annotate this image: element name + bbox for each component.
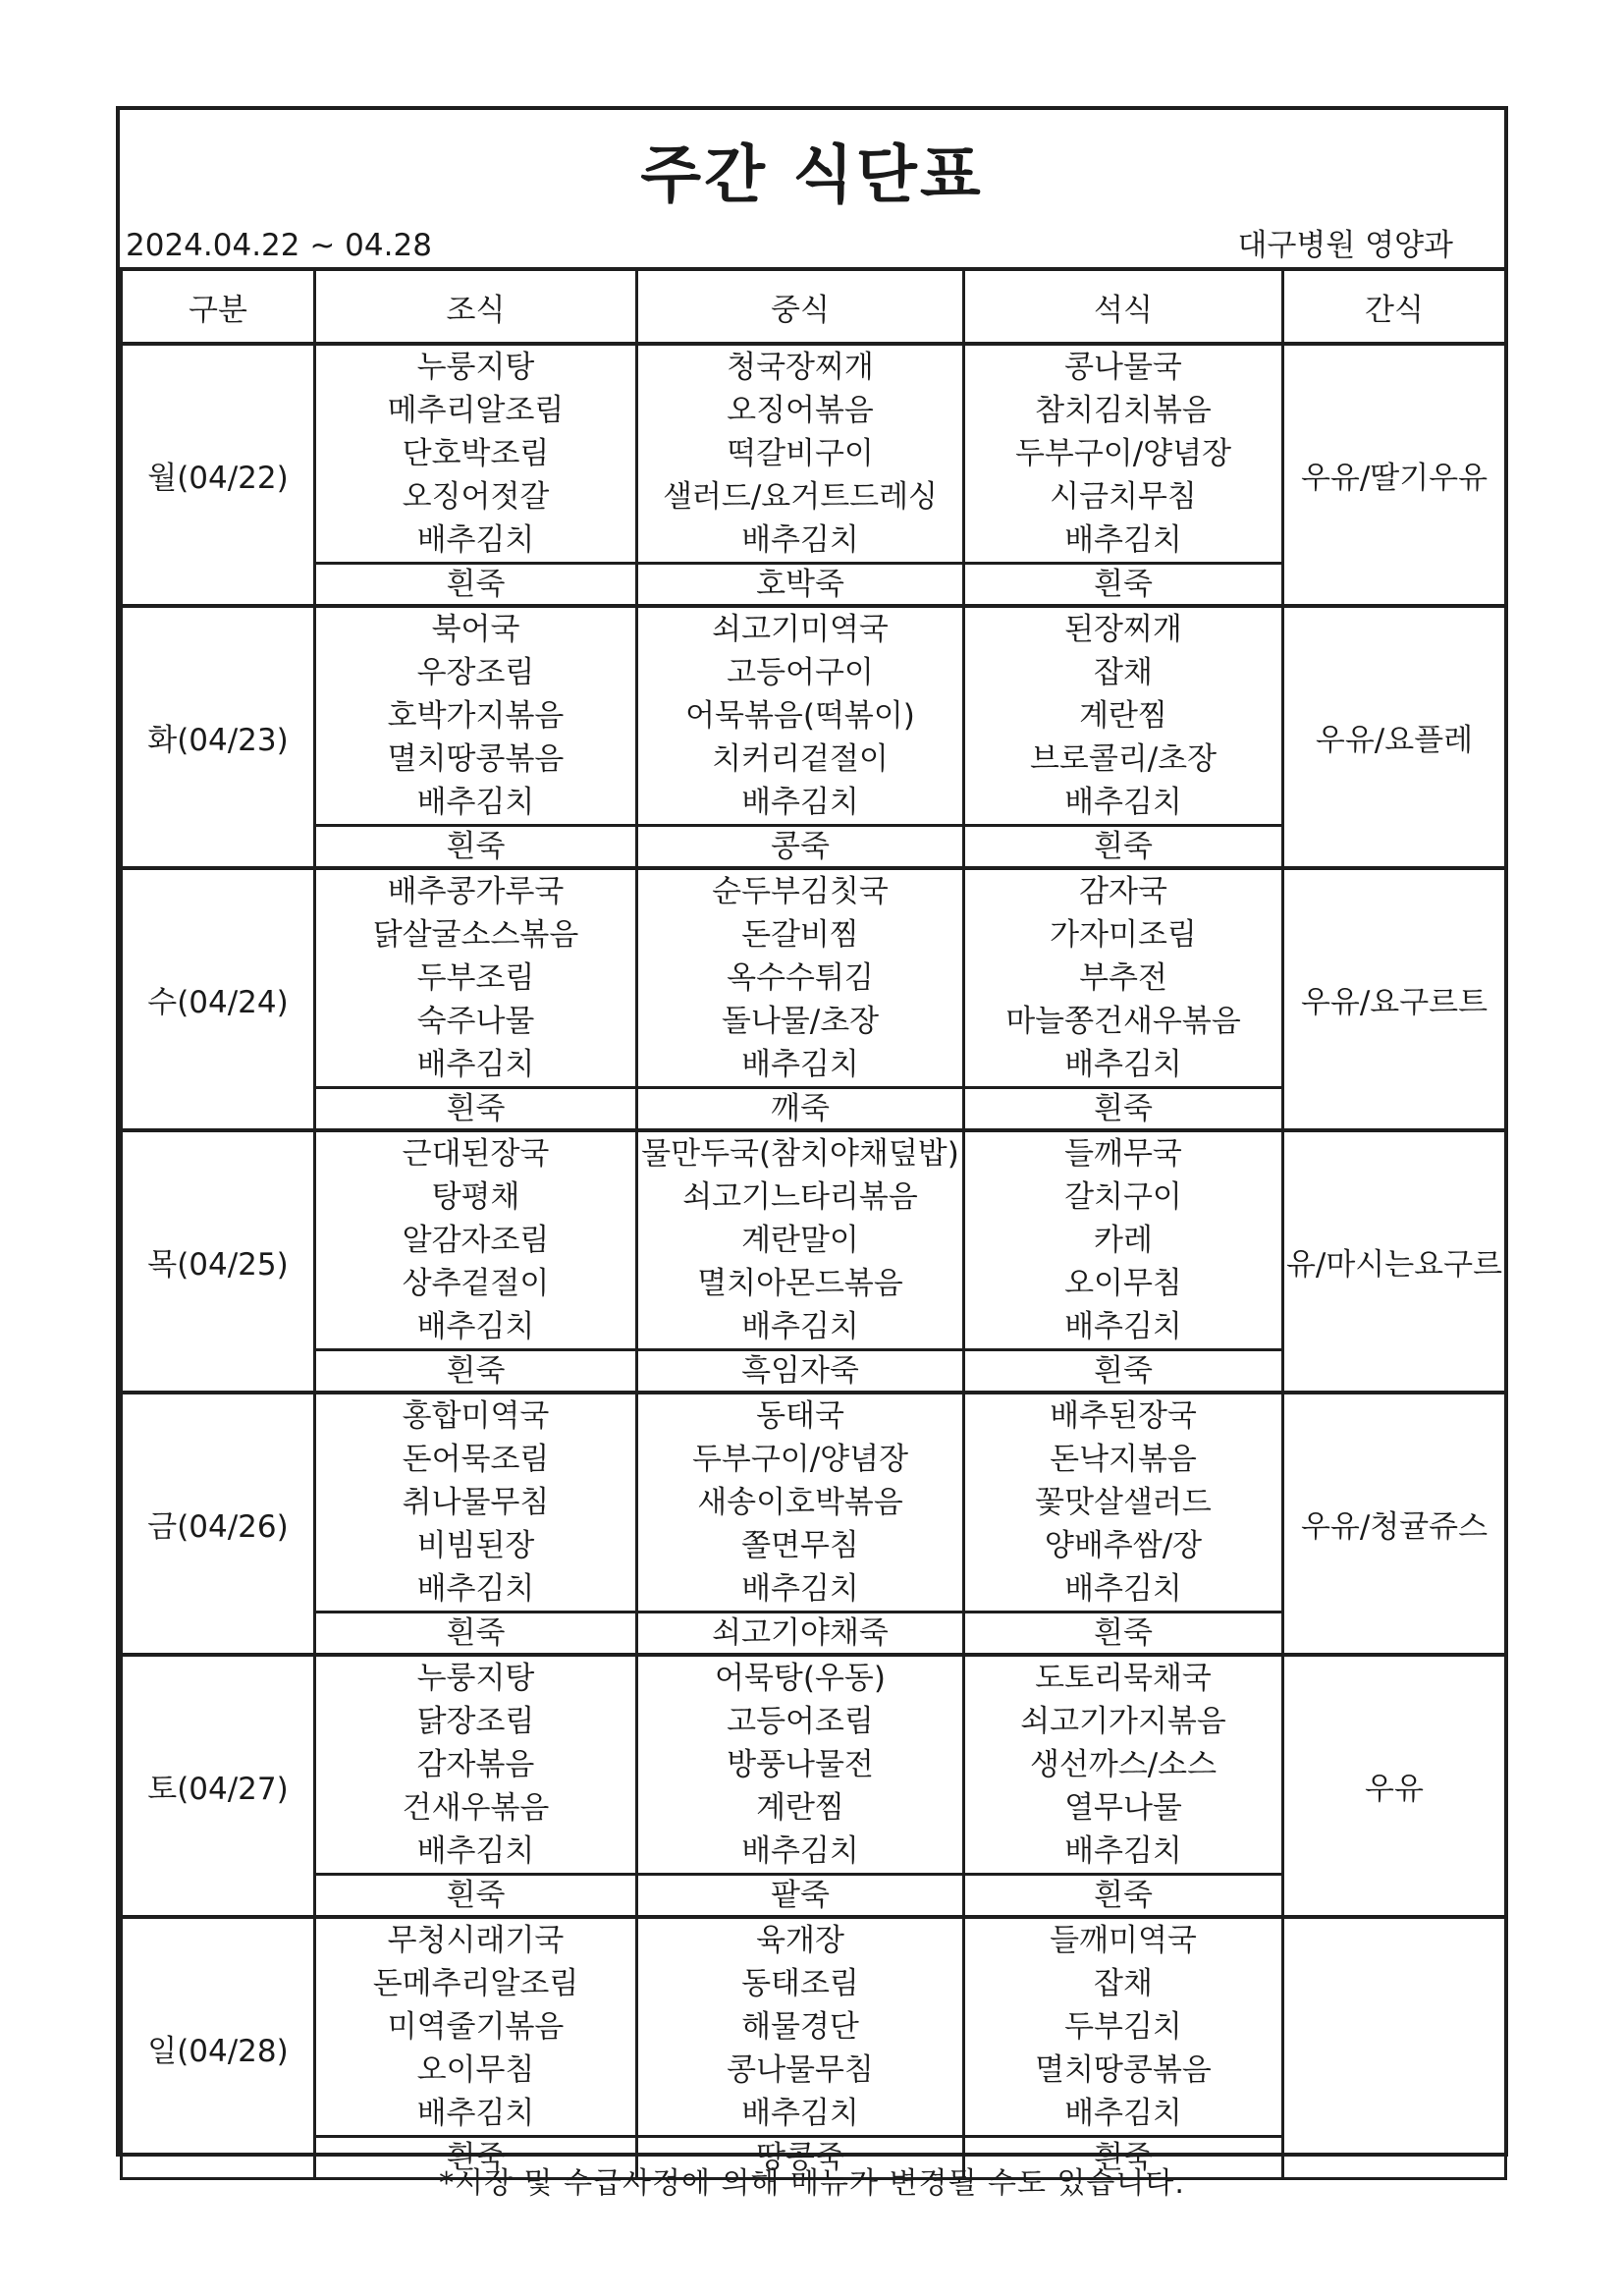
menu-item: 배추김치 [741,785,859,820]
breakfast-cell [315,1393,637,1613]
snack-cell: 유/마시는요구르 [1283,1130,1506,1393]
porridge-item: 쇠고기야채죽 [637,1613,964,1656]
menu-item: 어묵탕(우동) [715,1661,886,1696]
porridge-item: 흰죽 [964,1875,1283,1918]
porridge-item: 흰죽 [964,1088,1283,1131]
header-dinner: 석식 [964,269,1283,344]
menu-item: 도토리묵채국 [1035,1661,1212,1696]
dinner-cell [964,1655,1283,1875]
menu-item: 배추김치 [1064,1309,1182,1344]
lunch-cell [637,868,964,1088]
snack-cell: 우유/청귤쥬스 [1283,1393,1506,1655]
lunch-cell [637,606,964,826]
day-row [122,606,1506,826]
day-label: 토(04/27) [122,1655,315,1917]
menu-item: 잡채 [1094,1966,1153,2001]
page-title: 주간 식단표 [640,139,984,212]
menu-item: 브로콜리/초장 [1029,741,1218,777]
menu-item: 순두부김칫국 [712,874,889,909]
header-row [122,269,1506,344]
menu-item: 쇠고기미역국 [712,612,889,647]
menu-item: 시금치무침 [1050,479,1197,515]
dinner-cell [964,868,1283,1088]
menu-item: 우장조림 [416,655,535,690]
menu-item: 갈치구이 [1064,1179,1182,1215]
porridge-item: 흰죽 [964,826,1283,869]
menu-item: 배추김치 [741,2096,859,2131]
date-range: 2024.04.22 ~ 04.28 [126,228,432,263]
menu-item: 배추콩가루국 [387,874,565,909]
menu-item: 배추김치 [741,1047,859,1082]
porridge-item: 흰죽 [964,1350,1283,1394]
lunch-cell [637,1393,964,1613]
menu-item: 호박가지볶음 [387,698,565,734]
menu-item: 두부구이/양념장 [691,1442,909,1477]
day-row [122,868,1506,1088]
day-row [122,344,1506,564]
menu-item: 돈낙지볶음 [1050,1442,1197,1477]
day-label: 월(04/22) [122,344,315,606]
menu-item: 취나물무침 [402,1485,550,1520]
menu-item: 잡채 [1094,655,1153,690]
porridge-item: 흑임자죽 [637,1350,964,1394]
menu-item: 계란찜 [756,1790,844,1826]
menu-item: 배추된장국 [1050,1398,1197,1434]
day-label: 금(04/26) [122,1393,315,1655]
day-row [122,1130,1506,1350]
menu-item: 닭살굴소스볶음 [372,917,579,953]
menu-item: 배추김치 [1064,1571,1182,1607]
menu-item: 들깨무국 [1064,1136,1182,1172]
header-category: 구분 [122,269,315,344]
menu-item: 알감자조림 [402,1223,550,1258]
day-row [122,1393,1506,1613]
menu-item: 청국장찌개 [727,350,874,385]
menu-item: 감자볶음 [416,1747,535,1782]
header-lunch: 중식 [637,269,964,344]
snack-cell: 우유/요플레 [1283,606,1506,868]
menu-item: 멸치땅콩볶음 [1035,2052,1212,2088]
porridge-item: 흰죽 [315,564,637,607]
menu-item: 계란찜 [1079,698,1167,734]
day-label: 수(04/24) [122,868,315,1130]
menu-item: 배추김치 [741,1309,859,1344]
menu-item: 부추전 [1079,960,1167,996]
menu-item: 배추김치 [416,1833,535,1869]
menu-item: 동태조림 [741,1966,859,2001]
menu-sheet [116,106,1508,2175]
header-breakfast: 조식 [315,269,637,344]
menu-item: 오이무침 [1064,1266,1182,1301]
breakfast-cell [315,1130,637,1350]
porridge-item: 흰죽 [315,2137,637,2179]
day-row [122,1917,1506,2137]
breakfast-cell [315,606,637,826]
porridge-item: 흰죽 [315,1875,637,1918]
menu-item: 고등어구이 [727,655,874,690]
porridge-item: 깨죽 [637,1088,964,1131]
menu-item: 배추김치 [1064,785,1182,820]
menu-item: 배추김치 [1064,522,1182,558]
menu-item: 배추김치 [416,1309,535,1344]
menu-item: 배추김치 [416,2096,535,2131]
snack-cell: 우유/요구르트 [1283,868,1506,1130]
menu-item: 쇠고기느타리볶음 [682,1179,918,1215]
porridge-item: 땅콩죽 [637,2137,964,2179]
porridge-item: 흰죽 [315,1350,637,1394]
menu-item: 생선까스/소스 [1029,1747,1218,1782]
menu-item: 비빔된장 [416,1528,535,1563]
footnote: *시장 및 수급사정에 의해 메뉴가 변경될 수도 있습니다. [439,2166,1185,2201]
menu-item: 오징어볶음 [727,393,874,428]
menu-item: 배추김치 [1064,1047,1182,1082]
menu-item: 배추김치 [1064,1833,1182,1869]
menu-item: 고등어조림 [727,1704,874,1739]
menu-item: 샐러드/요거트드레싱 [663,479,938,515]
menu-item: 오징어젓갈 [402,479,550,515]
menu-item: 된장찌개 [1064,612,1182,647]
day-label: 화(04/23) [122,606,315,868]
dinner-cell [964,606,1283,826]
menu-item: 두부조림 [416,960,535,996]
menu-item: 참치김치볶음 [1035,393,1212,428]
menu-item: 북어국 [431,612,520,647]
menu-item: 배추김치 [416,1571,535,1607]
menu-item: 상추겉절이 [402,1266,550,1301]
menu-item: 가자미조림 [1050,917,1197,953]
menu-item: 미역줄기볶음 [387,2009,565,2045]
menu-item: 어묵볶음(떡볶이) [685,698,915,734]
menu-item: 무청시래기국 [387,1923,565,1958]
menu-item: 열무나물 [1064,1790,1182,1826]
menu-item: 육개장 [756,1923,844,1958]
menu-item: 감자국 [1079,874,1167,909]
lunch-cell [637,1130,964,1350]
menu-item: 치커리겉절이 [712,741,889,777]
menu-item: 멸치아몬드볶음 [697,1266,903,1301]
weekly-menu-table [120,267,1507,2180]
menu-item: 계란말이 [741,1223,859,1258]
breakfast-cell [315,1917,637,2137]
day-label: 목(04/25) [122,1130,315,1393]
menu-item: 쇠고기가지볶음 [1020,1704,1226,1739]
menu-item: 배추김치 [741,1571,859,1607]
day-label: 일(04/28) [122,1917,315,2179]
snack-cell: 우유/딸기우유 [1283,344,1506,606]
menu-item: 동태국 [756,1398,844,1434]
breakfast-cell [315,344,637,564]
menu-item: 쫄면무침 [741,1528,859,1563]
lunch-cell [637,344,964,564]
menu-item: 새송이호박볶음 [697,1485,903,1520]
porridge-item: 흰죽 [964,2137,1283,2179]
porridge-item: 흰죽 [315,1088,637,1131]
porridge-item: 흰죽 [315,1613,637,1656]
menu-item: 배추김치 [416,522,535,558]
menu-item: 오이무침 [416,2052,535,2088]
day-row [122,1655,1506,1875]
menu-item: 해물경단 [741,2009,859,2045]
menu-item: 두부구이/양념장 [1014,436,1232,471]
menu-item: 콩나물국 [1064,350,1182,385]
porridge-item: 호박죽 [637,564,964,607]
menu-item: 멸치땅콩볶음 [387,741,565,777]
lunch-cell [637,1917,964,2137]
dinner-cell [964,344,1283,564]
porridge-item: 흰죽 [964,1613,1283,1656]
dinner-cell [964,1917,1283,2137]
menu-item: 숙주나물 [416,1004,535,1039]
menu-item: 배추김치 [416,785,535,820]
menu-item: 배추김치 [741,1833,859,1869]
menu-item: 메추리알조림 [387,393,565,428]
menu-item: 돈갈비찜 [741,917,859,953]
menu-item: 옥수수튀김 [727,960,874,996]
lunch-cell [637,1655,964,1875]
menu-item: 양배추쌈/장 [1044,1528,1203,1563]
dinner-cell [964,1393,1283,1613]
menu-item: 돈메추리알조림 [372,1966,579,2001]
menu-item: 누룽지탕 [416,1661,535,1696]
menu-item: 돌나물/초장 [721,1004,880,1039]
menu-item: 방풍나물전 [727,1747,874,1782]
menu-item: 배추김치 [741,522,859,558]
menu-item: 물만두국(참치야채덮밥) [641,1136,959,1172]
porridge-item: 팥죽 [637,1875,964,1918]
menu-item: 배추김치 [1064,2096,1182,2131]
menu-item: 카레 [1094,1223,1153,1258]
menu-item: 건새우볶음 [402,1790,550,1826]
menu-item: 꽃맛살샐러드 [1035,1485,1212,1520]
menu-item: 홍합미역국 [402,1398,550,1434]
header-snack: 간식 [1283,269,1506,344]
menu-item: 돈어묵조림 [402,1442,550,1477]
snack-cell: 우유 [1283,1655,1506,1917]
menu-item: 단호박조림 [402,436,550,471]
menu-item: 배추김치 [416,1047,535,1082]
porridge-item: 흰죽 [315,826,637,869]
menu-item: 두부김치 [1064,2009,1182,2045]
menu-item: 탕평채 [431,1179,520,1215]
menu-item: 근대된장국 [402,1136,550,1172]
menu-item: 떡갈비구이 [727,436,874,471]
menu-item: 닭장조림 [416,1704,535,1739]
breakfast-cell [315,1655,637,1875]
porridge-item: 흰죽 [964,564,1283,607]
menu-item: 들깨미역국 [1050,1923,1197,1958]
breakfast-cell [315,868,637,1088]
menu-item: 마늘쫑건새우볶음 [1005,1004,1241,1039]
porridge-item: 콩죽 [637,826,964,869]
department-label: 대구병원 영양과 [1237,228,1453,263]
dinner-cell [964,1130,1283,1350]
snack-cell [1283,1917,1506,2179]
menu-item: 누룽지탕 [416,350,535,385]
menu-item: 콩나물무침 [727,2052,874,2088]
